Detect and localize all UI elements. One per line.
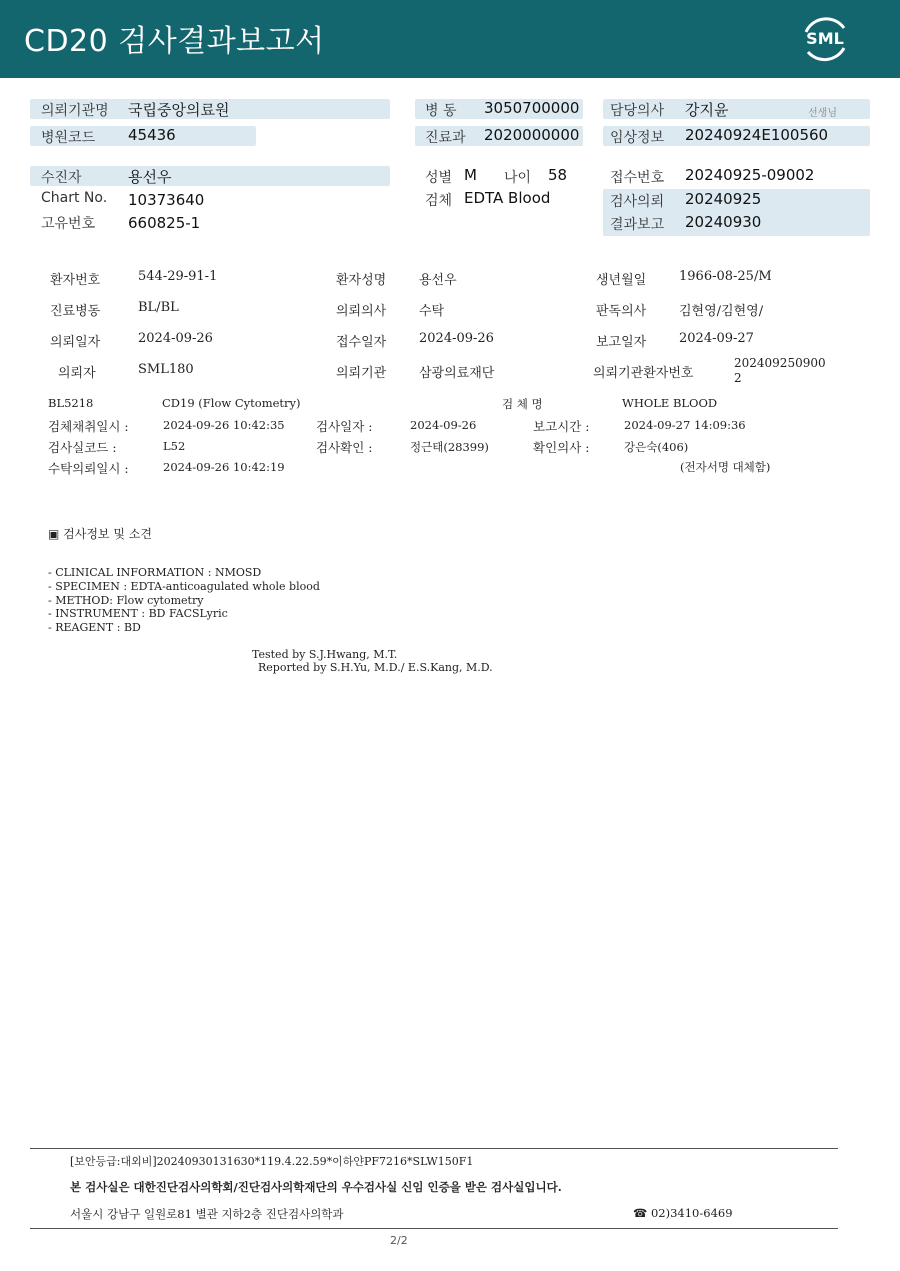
reading-doctor-label: 판독의사 <box>596 304 647 319</box>
info-line: - METHOD: Flow cytometry <box>48 593 204 607</box>
clinic-ward-value: BL/BL <box>138 300 179 315</box>
req-doctor-label: 의뢰의사 <box>336 304 387 319</box>
req-date-value: 2024-09-26 <box>138 331 213 346</box>
ward-label: 병 동 <box>425 103 457 119</box>
receipt-value: 20240925-09002 <box>685 166 815 184</box>
uid-label: 고유번호 <box>41 216 96 232</box>
address: 서울시 강남구 일원로81 별관 지하2층 진단검사의학과 <box>70 1207 344 1221</box>
header-banner <box>0 0 900 78</box>
specimen-value: EDTA Blood <box>464 189 551 207</box>
clinical-value: 20240924E100560 <box>685 126 829 144</box>
patient-name-label: 환자성명 <box>336 273 387 288</box>
receipt-date-value: 2024-09-26 <box>419 331 494 346</box>
sex-label: 성별 <box>425 170 453 186</box>
report-label: 결과보고 <box>610 217 665 233</box>
report-date-value: 2024-09-27 <box>679 331 754 346</box>
info-line: - REAGENT : BD <box>48 621 141 635</box>
req-org-label: 의뢰기관명 <box>41 103 109 119</box>
report-title: CD20 검사결과보고서 <box>24 24 325 59</box>
report-date-label: 보고일자 <box>596 335 647 350</box>
entrust-value: 2024-09-26 10:42:19 <box>163 460 285 474</box>
e-signature-note: (전자서명 대체함) <box>680 460 771 474</box>
test-name: CD19 (Flow Cytometry) <box>162 396 301 410</box>
bar-patient <box>30 166 390 186</box>
lab-code-value: L52 <box>163 439 186 453</box>
test-date-label: 검사일자 : <box>316 419 373 434</box>
req-inst-label: 의뢰기관 <box>336 366 387 381</box>
req-inst-patient-no-value: 202409250900 <box>734 356 826 370</box>
info-heading: ▣ 검사정보 및 소견 <box>48 527 152 541</box>
ward-value: 3050700000 <box>484 99 580 117</box>
hosp-code-label: 병원코드 <box>41 130 96 146</box>
page-number: 2/2 <box>390 1234 408 1247</box>
test-date-value: 2024-09-26 <box>410 418 477 432</box>
lab-code-label: 검사실코드 : <box>48 440 117 455</box>
patient-no-value: 544-29-91-1 <box>138 269 218 284</box>
patient-value: 용선우 <box>128 168 172 186</box>
birthdate-label: 생년월일 <box>596 273 647 288</box>
specimen-label: 검체 <box>425 193 453 209</box>
sml-logo <box>796 12 854 66</box>
phone-number: 02)3410-6469 <box>650 1206 733 1220</box>
patient-label: 수진자 <box>41 170 82 186</box>
uid-value: 660825-1 <box>128 214 201 232</box>
clinic-ward-label: 진료병동 <box>50 304 101 319</box>
security-line: [보안등급:대외비]20240930131630*119.4.22.59*이하얀PF7216*SLW150F1 <box>70 1155 474 1168</box>
receipt-date-label: 접수일자 <box>336 335 387 350</box>
clinical-label: 임상정보 <box>610 130 665 146</box>
confirm-label: 검사확인 : <box>316 440 373 455</box>
request-label: 검사의뢰 <box>610 194 665 210</box>
doctor-suffix: 선생님 <box>808 108 837 119</box>
req-org-value: 국립중앙의료원 <box>128 101 230 119</box>
dept-label: 진료과 <box>425 130 466 146</box>
confirm-doctor-label: 확인의사 : <box>533 440 590 455</box>
req-date-label: 의뢰일자 <box>50 335 101 350</box>
footer-top-rule <box>30 1148 838 1149</box>
phone <box>633 1206 733 1220</box>
confirm-doctor-value: 강은숙(406) <box>624 440 689 454</box>
req-inst-patient-no-label: 의뢰기관환자번호 <box>593 366 694 381</box>
hosp-code-value: 45436 <box>128 126 176 144</box>
info-lines <box>48 566 320 635</box>
patient-name-value: 용선우 <box>419 273 457 288</box>
report-value: 20240930 <box>685 213 762 231</box>
info-line: - INSTRUMENT : BD FACSLyric <box>48 607 228 621</box>
logo-text: SML <box>806 29 844 48</box>
patient-no-label: 환자번호 <box>50 273 101 288</box>
entrust-label: 수탁의뢰일시 : <box>48 461 129 476</box>
birthdate-value: 1966-08-25/M <box>679 269 772 284</box>
tested-by: Tested by S.J.Hwang, M.T. <box>252 648 398 661</box>
test-code: BL5218 <box>48 396 94 410</box>
requester-value: SML180 <box>138 362 194 377</box>
collect-label: 검체채취일시 : <box>48 419 129 434</box>
test-specimen-value: WHOLE BLOOD <box>622 396 718 410</box>
req-inst-patient-no-value-cont: 2 <box>734 371 742 385</box>
phone-icon: ☎ <box>633 1206 651 1220</box>
req-inst-value: 삼광의료재단 <box>419 366 495 381</box>
receipt-label: 접수번호 <box>610 170 665 186</box>
requester-label: 의뢰자 <box>58 366 96 381</box>
chart-label: Chart No. <box>41 190 108 206</box>
report-time-label: 보고시간 : <box>533 419 590 434</box>
req-doctor-value: 수탁 <box>419 304 445 319</box>
doctor-value: 강지윤 <box>685 101 729 119</box>
footer-bottom-rule <box>30 1228 838 1229</box>
doctor-label: 담당의사 <box>610 103 665 119</box>
chart-value: 10373640 <box>128 191 205 209</box>
collect-value: 2024-09-26 10:42:35 <box>163 418 285 432</box>
age-label: 나이 <box>504 170 532 186</box>
sex-value: M <box>464 166 477 184</box>
reading-doctor-value: 김현영/김현영/ <box>679 304 764 319</box>
reported-by: Reported by S.H.Yu, M.D./ E.S.Kang, M.D. <box>258 661 493 674</box>
dept-value: 2020000000 <box>484 126 580 144</box>
request-value: 20240925 <box>685 190 762 208</box>
test-specimen-label: 검 체 명 <box>502 397 543 411</box>
info-line: - SPECIMEN : EDTA-anticoagulated whole blood <box>48 579 320 593</box>
report-time-value: 2024-09-27 14:09:36 <box>624 418 746 432</box>
info-line: - CLINICAL INFORMATION : NMOSD <box>48 566 262 579</box>
age-value: 58 <box>548 166 568 184</box>
certification-note: 본 검사실은 대한진단검사의학회/진단검사의학재단의 우수검사실 신임 인증을 받은 검사실입니다. <box>70 1180 562 1194</box>
confirm-value: 정근태(28399) <box>410 440 489 454</box>
